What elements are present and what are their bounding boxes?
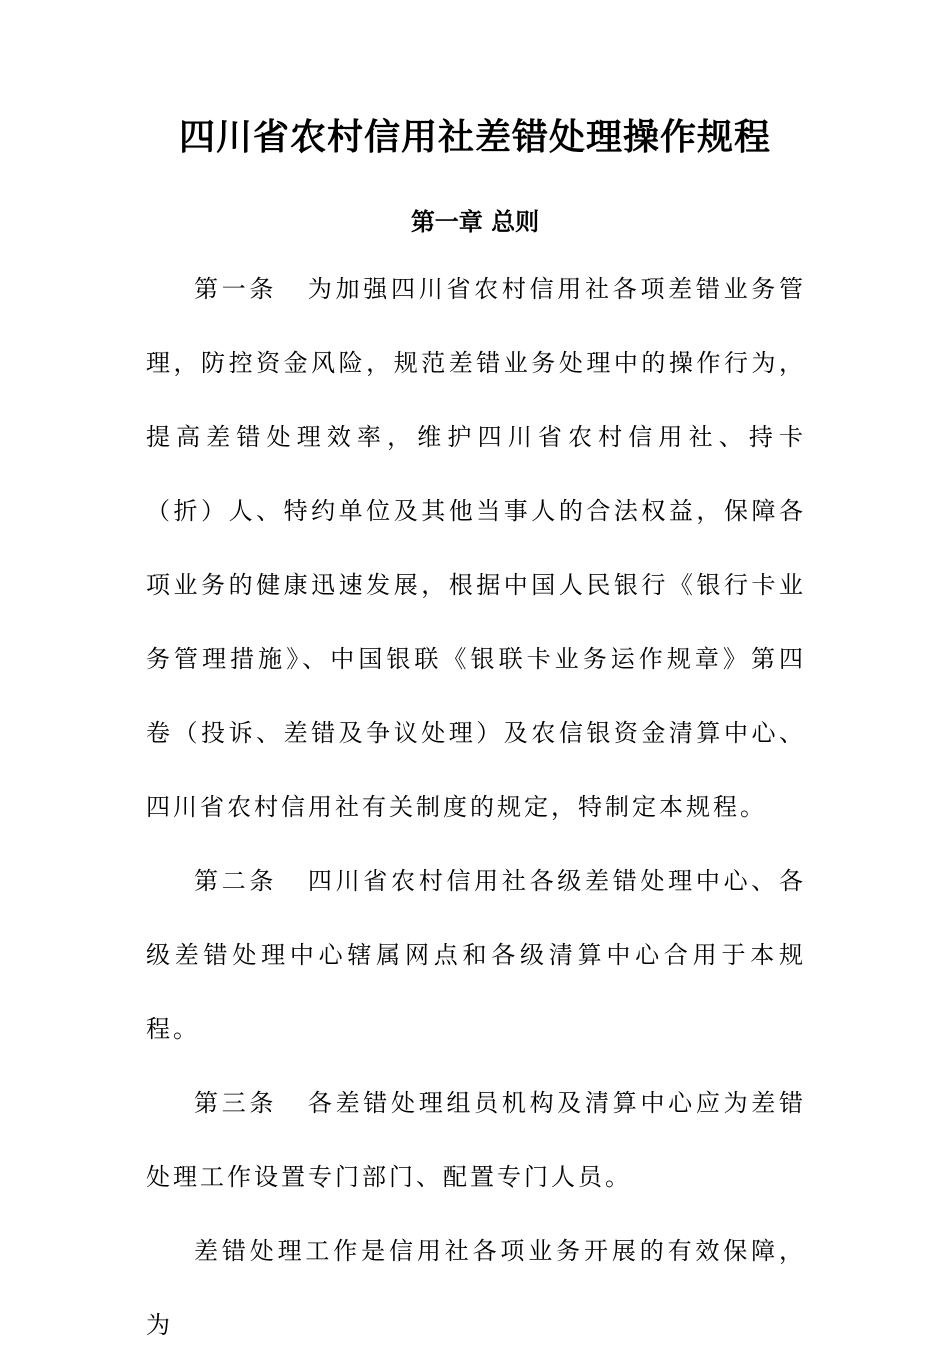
article-text: 为加强四川省农村信用社各项差错业务管理，防控资金风险，规范差错业务处理中的操作行为，提高差错处理效率，维护四川省农村信用社、持卡（折）人、特约单位及其他当事人的合法权益，保障各项业务的健康迅速发展，根据中国人民银行《银行卡业务管理措施》、中国银联《银联卡业务运作规章》第四卷（投诉、差错及争议处理）及农信银资金清算中心、四川省农村信用社有关制度的规定，特制定本规程。 xyxy=(146,275,807,821)
article-text: 四川省农村信用社各级差错处理中心、各级差错处理中心辖属网点和各级清算中心合用于本规程。 xyxy=(146,867,807,1043)
chapter-heading: 第一章 总则 xyxy=(410,208,540,236)
article-paragraph xyxy=(146,252,806,844)
body-paragraph xyxy=(146,1214,806,1362)
article-paragraph xyxy=(146,1066,806,1214)
document-body xyxy=(146,252,806,1362)
document-title: 四川省农村信用社差错处理操作规程 xyxy=(178,117,771,158)
article-text: 各差错处理组员机构及清算中心应为差错处理工作设置专门部门、配置专门人员。 xyxy=(146,1089,807,1191)
paragraph-text: 差错处理工作是信用社各项业务开展的有效保障，为 xyxy=(146,1237,806,1339)
article-label: 第一条 xyxy=(194,275,278,303)
article-label: 第二条 xyxy=(194,867,278,895)
article-label: 第三条 xyxy=(194,1089,278,1117)
article-paragraph xyxy=(146,844,806,1066)
